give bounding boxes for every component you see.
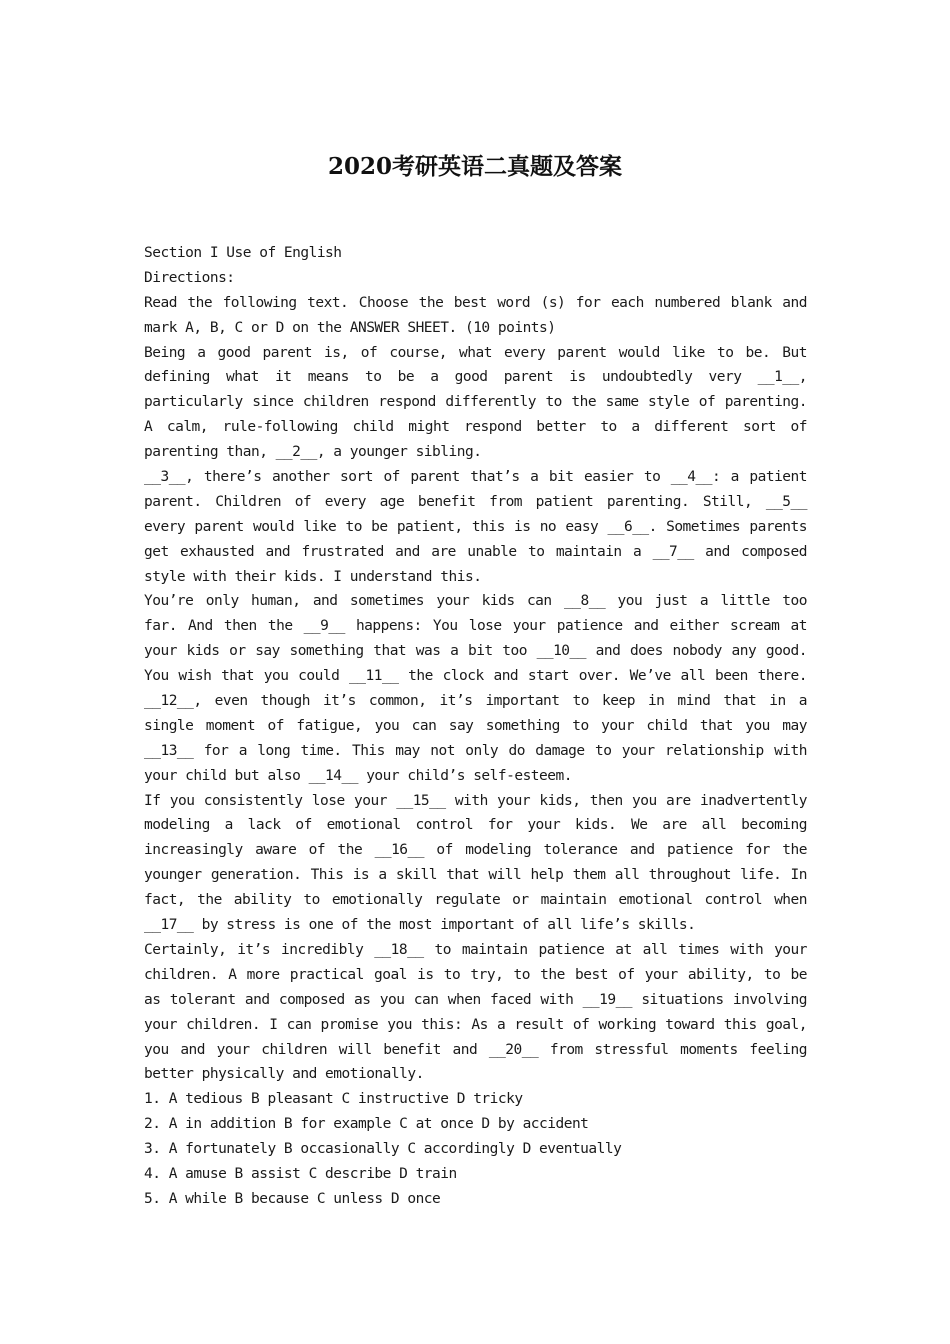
passage-line: increasingly aware of the __16__ of modeling tolerance and patience for the bbox=[144, 842, 807, 859]
passage-line: your child but also __14__ your child’s self-esteem. bbox=[144, 767, 572, 784]
directions-label: Directions: bbox=[144, 269, 235, 286]
passage-line: younger generation. This is a skill that will help them all throughout life. In bbox=[144, 867, 807, 884]
passage-line: You’re only human, and sometimes your kids can __8__ you just a little too bbox=[144, 593, 807, 610]
passage-line: Being a good parent is, of course, what every parent would like to be. But bbox=[144, 344, 807, 361]
passage-line: style with their kids. I understand this. bbox=[144, 568, 482, 585]
passage-line: far. And then the __9__ happens: You lose your patience and either scream at bbox=[144, 618, 807, 635]
passage-line: your kids or say something that was a bit too __10__ and does nobody any good. bbox=[144, 643, 807, 660]
directions-line: mark A, B, C or D on the ANSWER SHEET. (10 points) bbox=[144, 319, 556, 336]
passage-line: particularly since children respond differently to the same style of parenting. bbox=[144, 394, 807, 411]
passage-line: Certainly, it’s incredibly __18__ to maintain patience at all times with your bbox=[144, 941, 807, 958]
passage-line: get exhausted and frustrated and are unable to maintain a __7__ and composed bbox=[144, 543, 807, 560]
option-line: 5. A while B because C unless D once bbox=[144, 1190, 441, 1207]
passage-line: fact, the ability to emotionally regulate or maintain emotional control when bbox=[144, 892, 807, 909]
passage-line: You wish that you could __11__ the clock and start over. We’ve all been there. bbox=[144, 668, 807, 685]
document-body bbox=[144, 241, 807, 1212]
passage-line: parenting than, __2__, a younger sibling. bbox=[144, 444, 482, 461]
passage-line: __12__, even though it’s common, it’s important to keep in mind that in a bbox=[144, 693, 807, 710]
passage-line: If you consistently lose your __15__ with your kids, then you are inadvertently bbox=[144, 792, 807, 809]
passage-line: single moment of fatigue, you can say something to your child that you may bbox=[144, 717, 807, 734]
passage-line: parent. Children of every age benefit from patient parenting. Still, __5__ bbox=[144, 493, 807, 510]
option-line: 3. A fortunately B occasionally C accordingly D eventually bbox=[144, 1141, 622, 1158]
document-title: 2020考研英语二真题及答案 bbox=[327, 153, 622, 180]
option-line: 1. A tedious B pleasant C instructive D tricky bbox=[144, 1091, 523, 1108]
passage-line: children. A more practical goal is to try, to the best of your ability, to be bbox=[144, 966, 807, 983]
option-line: 2. A in addition B for example C at once D by accident bbox=[144, 1116, 589, 1133]
passage-line: you and your children will benefit and __20__ from stressful moments feeling bbox=[144, 1041, 807, 1058]
passage-line: A calm, rule-following child might respond better to a different sort of bbox=[144, 419, 807, 436]
passage-line: __17__ by stress is one of the most important of all life’s skills. bbox=[144, 917, 696, 934]
passage-line: your children. I can promise you this: As a result of working toward this goal, bbox=[144, 1016, 807, 1033]
passage-line: every parent would like to be patient, this is no easy __6__. Sometimes parents bbox=[144, 518, 807, 535]
passage-line: as tolerant and composed as you can when faced with __19__ situations involving bbox=[144, 991, 807, 1008]
passage-line: __13__ for a long time. This may not only do damage to your relationship with bbox=[144, 742, 807, 759]
directions-line: Read the following text. Choose the best word (s) for each numbered blank and bbox=[144, 294, 807, 311]
option-line: 4. A amuse B assist C describe D train bbox=[144, 1165, 457, 1182]
passage-line: defining what it means to be a good parent is undoubtedly very __1__, bbox=[144, 369, 807, 386]
section-heading: Section I Use of English bbox=[144, 245, 342, 261]
passage-line: __3__, there’s another sort of parent that’s a bit easier to __4__: a patient bbox=[144, 469, 807, 486]
passage-line: better physically and emotionally. bbox=[144, 1066, 424, 1083]
passage-line: modeling a lack of emotional control for your kids. We are all becoming bbox=[144, 817, 807, 834]
